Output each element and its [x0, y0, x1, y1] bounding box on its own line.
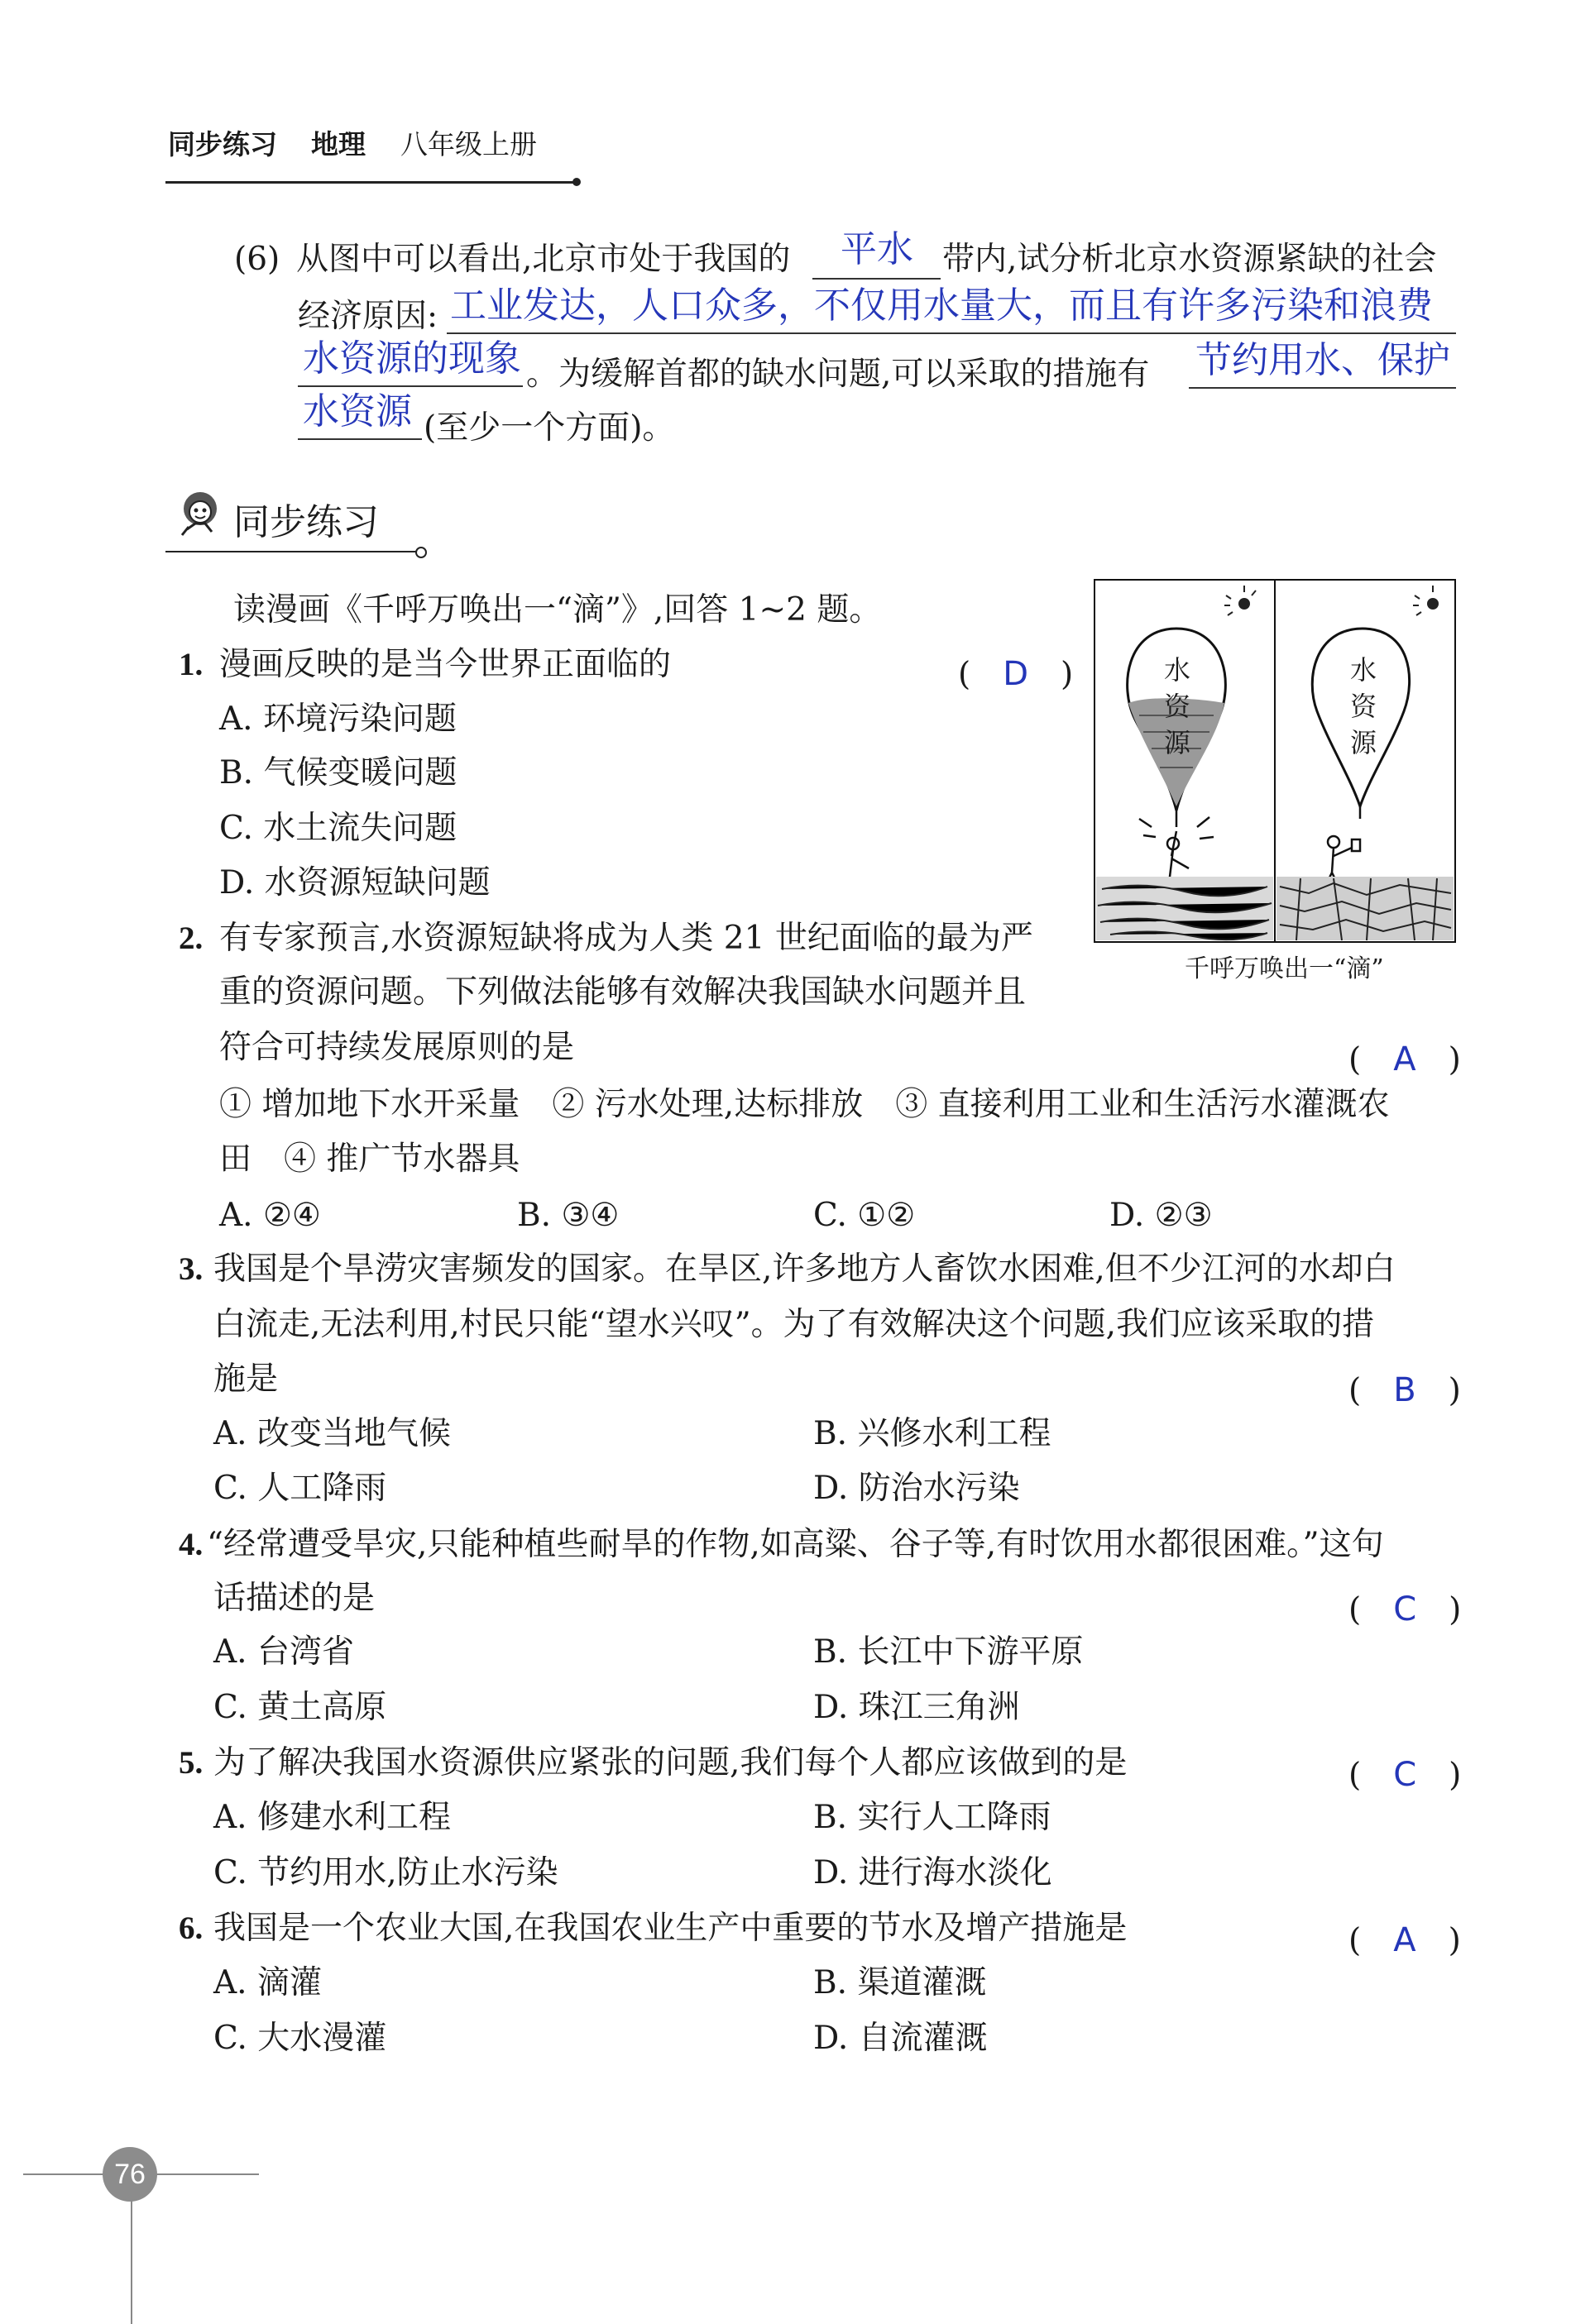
- q2-option-a: A. ②④: [219, 1197, 321, 1234]
- q6-blank1-answer: 平水: [841, 228, 913, 270]
- q3-answer-bracket: ( B ): [1348, 1371, 1461, 1409]
- section-title: 同步练习: [233, 501, 379, 543]
- q6-blank3b-answer: 水资源: [303, 390, 412, 433]
- q5-answer: C: [1393, 1756, 1417, 1794]
- q6b-option-d: D. 自流灌溉: [813, 2020, 988, 2057]
- q6-blank2b: [298, 336, 523, 387]
- q6-label: (6): [234, 241, 280, 278]
- q1-option-b: B. 气候变暖问题: [219, 754, 457, 791]
- page-number: 76: [103, 2147, 157, 2202]
- q5-option-b: B. 实行人工降雨: [813, 1799, 1051, 1836]
- q6b-option-c: C. 大水漫灌: [213, 2020, 387, 2057]
- q2-statements-line1: ① 增加地下水开采量 ② 污水处理,达标排放 ③ 直接利用工业和生活污水灌溉农: [219, 1086, 1390, 1123]
- q4-number: 4.: [179, 1527, 204, 1562]
- header-series: 同步练习: [168, 128, 277, 160]
- q2-stem-line1: 有专家预言,水资源短缺将成为人类 21 世纪面临的最为严: [219, 920, 1033, 957]
- q3-stem-line1: 我国是个旱涝灾害频发的国家。在旱区,许多地方人畜饮水困难,但不少江河的水却白: [213, 1250, 1396, 1288]
- q3-option-b: B. 兴修水利工程: [813, 1415, 1051, 1452]
- q4-answer-bracket: ( C ): [1348, 1590, 1462, 1628]
- q2-number: 2.: [179, 921, 204, 956]
- q6b-answer: A: [1393, 1921, 1416, 1959]
- q6-blank2a: [447, 283, 1456, 334]
- q1-option-c: C. 水土流失问题: [219, 810, 457, 847]
- q2-stem-line2: 重的资源问题。下列做法能够有效解决我国缺水问题并且: [219, 973, 1027, 1011]
- q6-line1-b: 带内,试分析北京水资源紧缺的社会: [942, 241, 1437, 278]
- q6-blank2a-answer: 工业发达，人口众多，不仅用水量大，而且有许多污染和浪费: [450, 285, 1433, 327]
- q6b-number: 6.: [179, 1910, 204, 1946]
- q6b-option-a: A. 滴灌: [213, 1964, 322, 2001]
- q1-number: 1.: [179, 647, 204, 682]
- section-rule: [165, 551, 418, 552]
- q2-stem-line3: 符合可持续发展原则的是: [219, 1029, 575, 1066]
- q4-option-a: A. 台湾省: [213, 1633, 354, 1671]
- q6-line4-b: (至少一个方面)。: [424, 409, 675, 447]
- q6-blank2b-answer: 水资源的现象: [303, 337, 521, 380]
- header-grade: 八年级上册: [400, 128, 537, 160]
- q4-option-c: C. 黄土高原: [213, 1689, 387, 1726]
- q5-number: 5.: [179, 1745, 204, 1781]
- q2-answer: A: [1393, 1040, 1416, 1078]
- q3-option-c: C. 人工降雨: [213, 1470, 387, 1507]
- q1-option-a: A. 环境污染问题: [219, 701, 457, 738]
- q5-stem: 为了解决我国水资源供应紧张的问题,我们每个人都应该做到的是: [213, 1744, 1128, 1781]
- q4-answer: C: [1393, 1590, 1417, 1628]
- q6-blank3a: [1189, 337, 1456, 389]
- right-balloon-text: 水 资 源: [1349, 654, 1377, 758]
- header-rule: [165, 181, 575, 184]
- q1-answer-bracket: ( D ): [958, 655, 1074, 693]
- q6-blank3a-answer: 节约用水、保护: [1195, 339, 1450, 381]
- q6b-stem: 我国是一个农业大国,在我国农业生产中重要的节水及增产措施是: [213, 1910, 1128, 1947]
- q3-stem-line3: 施是: [213, 1360, 279, 1398]
- q6b-answer-bracket: ( A ): [1348, 1921, 1461, 1959]
- q2-option-b: B. ③④: [517, 1197, 620, 1234]
- q3-number: 3.: [179, 1251, 204, 1287]
- q3-answer: B: [1393, 1371, 1416, 1409]
- q5-option-a: A. 修建水利工程: [213, 1799, 451, 1836]
- q3-option-d: D. 防治水污染: [813, 1470, 1020, 1507]
- q3-option-a: A. 改变当地气候: [213, 1415, 451, 1452]
- header-rule-dot: [572, 178, 581, 186]
- q1-option-d: D. 水资源短缺问题: [219, 864, 491, 901]
- q2-option-c: C. ①②: [813, 1197, 916, 1234]
- left-balloon-text: 水 资 源: [1163, 654, 1190, 758]
- q2-answer-bracket: ( A ): [1348, 1040, 1461, 1078]
- q6-line3-a: 。为缓解首都的缺水问题,可以采取的措施有: [526, 356, 1150, 393]
- q6-line1-a: 从图中可以看出,北京市处于我国的: [296, 241, 791, 278]
- header-subject: 地理: [311, 128, 366, 160]
- q1-answer: D: [1003, 655, 1029, 693]
- q4-stem-line2: 话描述的是: [213, 1580, 376, 1617]
- q2-statements-line2: 田 ④ 推广节水器具: [219, 1140, 520, 1178]
- q1-stem: 漫画反映的是当今世界正面临的: [219, 646, 672, 683]
- q3-stem-line2: 白流走,无法利用,村民只能“望水兴叹”。为了有效解决这个问题,我们应该采取的措: [213, 1306, 1375, 1343]
- q6b-option-b: B. 渠道灌溉: [813, 1964, 987, 2001]
- cartoon-caption: 千呼万唤出一“滴”: [1185, 954, 1384, 983]
- q6-blank1: [812, 228, 941, 280]
- q4-option-b: B. 长江中下游平原: [813, 1633, 1084, 1671]
- q4-stem-line1: “经常遭受旱灾,只能种植些耐旱的作物,如高粱、谷子等,有时饮用水都很困难。”这句: [207, 1526, 1384, 1563]
- q4-option-d: D. 珠江三角洲: [813, 1689, 1020, 1726]
- q6-line2-a: 经济原因:: [298, 298, 438, 335]
- mascot-icon: [170, 484, 228, 542]
- q5-option-c: C. 节约用水,防止水污染: [213, 1854, 558, 1891]
- q5-answer-bracket: ( C ): [1348, 1756, 1462, 1794]
- section-rule-dot: [415, 547, 427, 558]
- intro-text: 读漫画《千呼万唤出一“滴”》,回答 1~2 题。: [233, 591, 882, 629]
- q2-option-d: D. ②③: [1109, 1197, 1213, 1234]
- q5-option-d: D. 进行海水淡化: [813, 1854, 1052, 1891]
- cartoon-image: [1094, 579, 1456, 943]
- q6-blank3b: [298, 389, 422, 440]
